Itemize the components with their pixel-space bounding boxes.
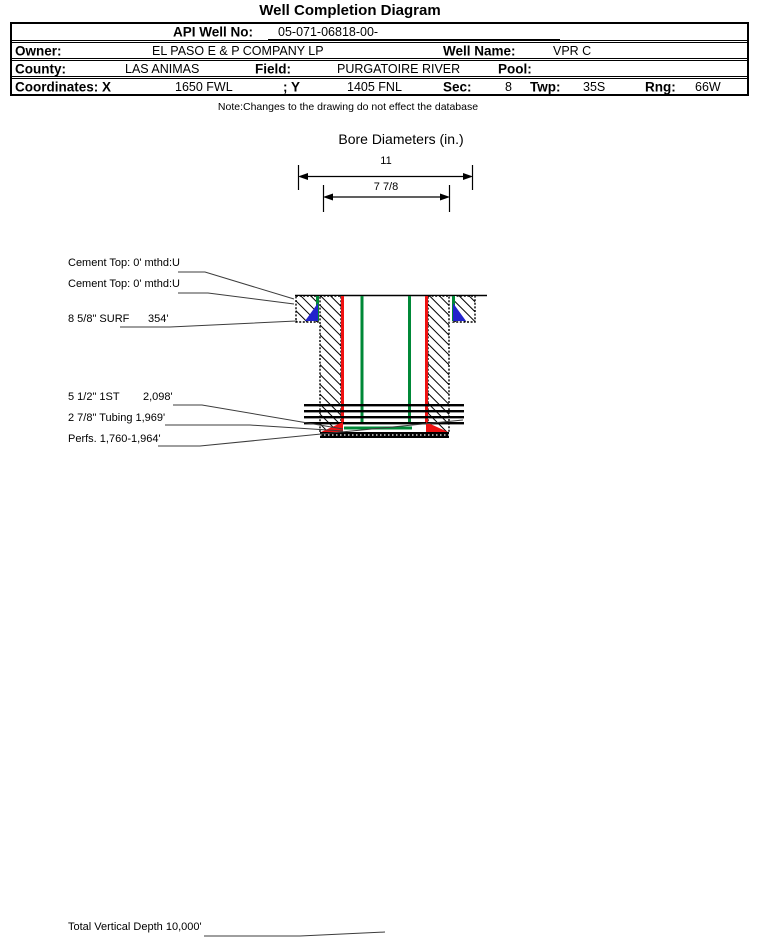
tubing-leader	[165, 425, 343, 431]
surface-casing-label: 8 5/8" SURF	[68, 313, 130, 325]
sec-label: Sec:	[443, 79, 472, 94]
field-value: PURGATOIRE RIVER	[337, 61, 461, 76]
total-depth-label: Total Vertical Depth 10,000'	[68, 921, 202, 933]
api-label: API Well No:	[173, 24, 254, 40]
twp-value: 35S	[583, 79, 606, 94]
page-title: Well Completion Diagram	[259, 2, 441, 19]
pool-label: Pool:	[498, 61, 532, 76]
inner-diameter-arrow	[323, 194, 450, 201]
database-note: Note:Changes to the drawing do not effect the database	[217, 101, 479, 113]
inner-diameter-value: 7 7/8	[373, 181, 399, 193]
cement-top-1-leader	[178, 272, 294, 299]
surface-casing-depth: 354'	[148, 313, 169, 325]
outer-diameter-value: 11	[380, 155, 392, 167]
cement-top-label-1: Cement Top: 0' mthd:U	[68, 257, 180, 269]
production-casing-string	[343, 296, 427, 423]
county-value: LAS ANIMAS	[125, 61, 200, 76]
production-wall-left	[320, 296, 341, 433]
coordinates-label: Coordinates: X	[15, 79, 112, 94]
total-depth-leader	[204, 932, 385, 936]
well-name-value: VPR C	[553, 43, 592, 58]
tubing-label: 2 7/8" Tubing 1,969'	[68, 412, 166, 424]
production-wall-right	[428, 296, 449, 433]
well-name-label: Well Name:	[443, 43, 516, 58]
perfs-label: Perfs. 1,760-1,964'	[68, 433, 161, 445]
field-label: Field:	[255, 61, 291, 76]
coordinate-y-label: ; Y	[283, 79, 301, 94]
owner-label: Owner:	[15, 43, 62, 58]
rng-label: Rng:	[645, 79, 676, 94]
cement-top-2-leader	[178, 293, 294, 304]
twp-label: Twp:	[530, 79, 561, 94]
coordinate-x-value: 1650 FWL	[175, 79, 233, 94]
well-bottom-cap	[320, 432, 449, 438]
owner-value: EL PASO E & P COMPANY LP	[152, 43, 324, 58]
leader-lines	[120, 272, 463, 936]
first-casing-depth: 2,098'	[143, 391, 173, 403]
bore-diameters-title: Bore Diameters (in.)	[338, 131, 464, 147]
county-label: County:	[15, 61, 66, 76]
rng-value: 66W	[695, 79, 721, 94]
sec-value: 8	[505, 79, 512, 94]
surface-casing-leader	[120, 321, 296, 327]
coordinate-y-value: 1405 FNL	[347, 79, 402, 94]
cement-top-label-2: Cement Top: 0' mthd:U	[68, 278, 180, 290]
dimension-ticks	[299, 165, 473, 212]
outer-diameter-arrow	[298, 173, 473, 180]
first-casing-label: 5 1/2" 1ST	[68, 391, 120, 403]
api-value: 05-071-06818-00-	[278, 25, 379, 39]
tubing-string	[362, 296, 410, 423]
